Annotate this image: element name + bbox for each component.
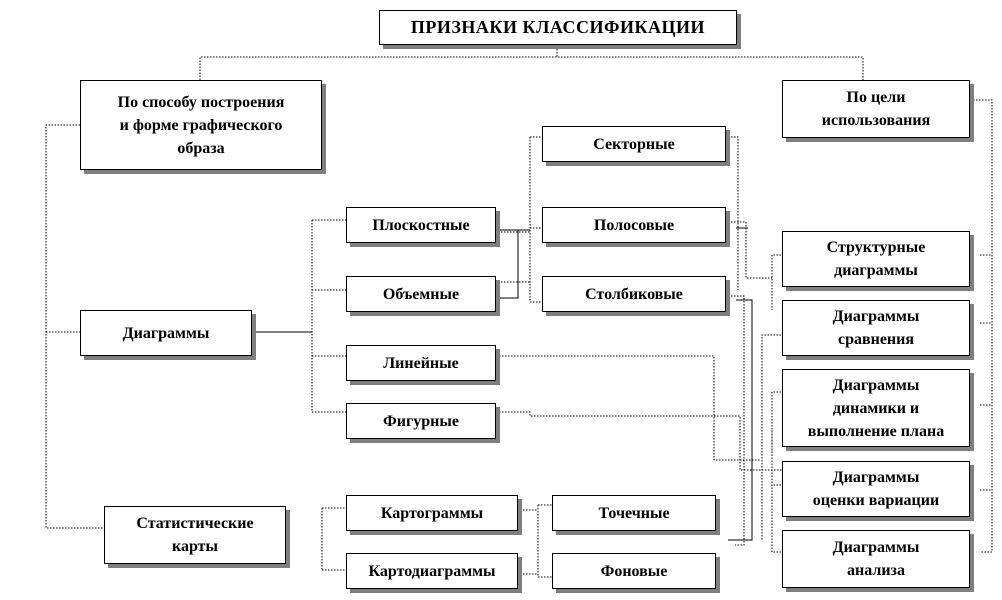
classification-title: ПРИЗНАКИ КЛАССИФИКАЦИИ xyxy=(379,10,737,45)
by-purpose-box: По цели использования xyxy=(782,80,970,138)
figure-box: Фигурные xyxy=(346,403,496,439)
flat-box: Плоскостные xyxy=(346,207,496,243)
cartograms-box: Картограммы xyxy=(346,495,518,531)
sector-box: Секторные xyxy=(542,126,726,162)
analysis-diagrams-box: Диаграммы анализа xyxy=(782,530,970,588)
structural-diagrams-box: Структурные диаграммы xyxy=(782,231,970,287)
cartodiagrams-box: Картодиаграммы xyxy=(346,553,518,589)
comparison-diagrams-box: Диаграммы сравнения xyxy=(782,300,970,356)
dynamics-diagrams-box: Диаграммы динамики и выполнение плана xyxy=(782,369,970,447)
by-construction-method-box: По способу построения и форме графического образа xyxy=(80,80,322,170)
linear-box: Линейные xyxy=(346,345,496,381)
background-box: Фоновые xyxy=(552,553,716,589)
diagrams-box: Диаграммы xyxy=(80,310,252,356)
strip-box: Полосовые xyxy=(542,207,726,243)
column-box: Столбиковые xyxy=(542,276,726,312)
variation-diagrams-box: Диаграммы оценки вариации xyxy=(782,461,970,517)
statistical-maps-box: Статистические карты xyxy=(104,506,286,564)
volume-box: Объемные xyxy=(346,276,496,312)
dot-box: Точечные xyxy=(552,495,716,531)
